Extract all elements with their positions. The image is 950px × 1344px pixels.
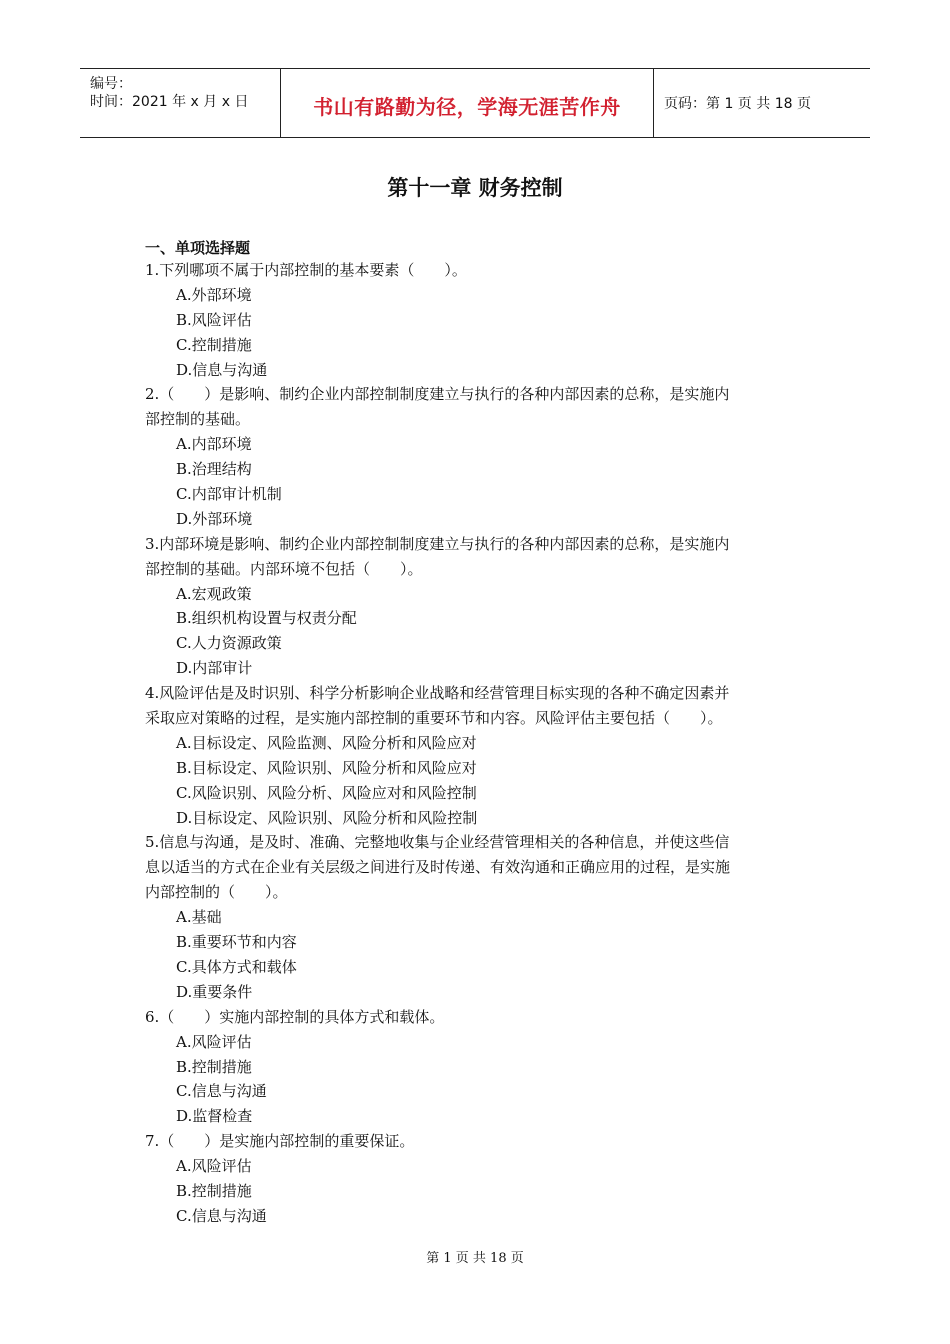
question-text: 5.信息与沟通，是及时、准确、完整地收集与企业经营管理相关的各种信息，并使这些信	[145, 833, 730, 852]
question-text: 内部控制的（ ）。	[145, 883, 288, 902]
header-motto: 书山有路勤为径，学海无涯苦作舟	[313, 95, 621, 119]
question-text: 3.内部环境是影响、制约企业内部控制制度建立与执行的各种内部因素的总称，是实施内	[145, 534, 730, 553]
answer-option: B.控制措施	[176, 1057, 252, 1076]
answer-option: B.控制措施	[176, 1181, 252, 1200]
chapter-title: 第十一章 财务控制	[387, 176, 563, 200]
answer-option: B.重要环节和内容	[176, 933, 297, 952]
answer-option: D.监督检查	[176, 1107, 253, 1126]
answer-option: D.内部审计	[176, 659, 253, 678]
answer-option: A.内部环境	[176, 435, 252, 454]
document-code-label: 编号：	[90, 76, 132, 92]
answer-option: A.宏观政策	[176, 584, 252, 603]
answer-option: C.具体方式和载体	[176, 957, 297, 976]
answer-option: A.外部环境	[176, 285, 252, 304]
answer-option: D.信息与沟通	[176, 360, 268, 379]
answer-option: D.目标设定、风险识别、风险分析和风险控制	[176, 808, 478, 827]
question-text: 采取应对策略的过程，是实施内部控制的重要环节和内容。风险评估主要包括（ ）。	[145, 709, 723, 728]
question-text: 部控制的基础。	[145, 410, 251, 429]
question-text: 1.下列哪项不属于内部控制的基本要素（ ）。	[145, 261, 467, 279]
answer-option: A.风险评估	[176, 1032, 252, 1051]
answer-option: C.内部审计机制	[176, 485, 282, 504]
answer-option: C.人力资源政策	[176, 634, 282, 653]
answer-option: D.外部环境	[176, 509, 253, 528]
question-list	[145, 258, 810, 1229]
question-text: 4.风险评估是及时识别、科学分析影响企业战略和经营管理目标实现的各种不确定因素并	[145, 684, 730, 703]
answer-option: C.控制措施	[176, 335, 252, 354]
answer-option: A.风险评估	[176, 1157, 252, 1176]
page-header	[80, 68, 870, 138]
answer-option: B.目标设定、风险识别、风险分析和风险应对	[176, 758, 477, 777]
answer-option: D.重要条件	[176, 982, 253, 1001]
page-footer: 第 1 页 共 18 页	[426, 1251, 524, 1266]
section-heading: 一、单项选择题	[145, 239, 251, 257]
answer-option: A.目标设定、风险监测、风险分析和风险应对	[176, 733, 477, 752]
header-left-cell	[80, 69, 281, 137]
answer-option: A.基础	[176, 908, 222, 927]
header-motto-cell	[281, 69, 654, 137]
question-text: 息以适当的方式在企业有关层级之间进行及时传递、有效沟通和正确应用的过程，是实施	[145, 858, 731, 877]
answer-option: B.组织机构设置与权责分配	[176, 609, 357, 628]
answer-option: B.治理结构	[176, 460, 252, 479]
document-date: 时间：2021 年 x 月 x 日	[90, 94, 249, 110]
header-page-code: 页码：第 1 页 共 18 页	[664, 96, 811, 112]
question-text: 2.（ ）是影响、制约企业内部控制制度建立与执行的各种内部因素的总称，是实施内	[145, 385, 730, 404]
answer-option: C.信息与沟通	[176, 1082, 267, 1101]
answer-option: C.信息与沟通	[176, 1206, 267, 1225]
question-text: 7.（ ）是实施内部控制的重要保证。	[145, 1132, 415, 1151]
header-right-cell	[654, 69, 870, 137]
answer-option: B.风险评估	[176, 310, 252, 329]
question-text: 部控制的基础。内部环境不包括（ ）。	[145, 559, 423, 578]
answer-option: C.风险识别、风险分析、风险应对和风险控制	[176, 783, 477, 802]
question-text: 6.（ ）实施内部控制的具体方式和载体。	[145, 1007, 445, 1026]
